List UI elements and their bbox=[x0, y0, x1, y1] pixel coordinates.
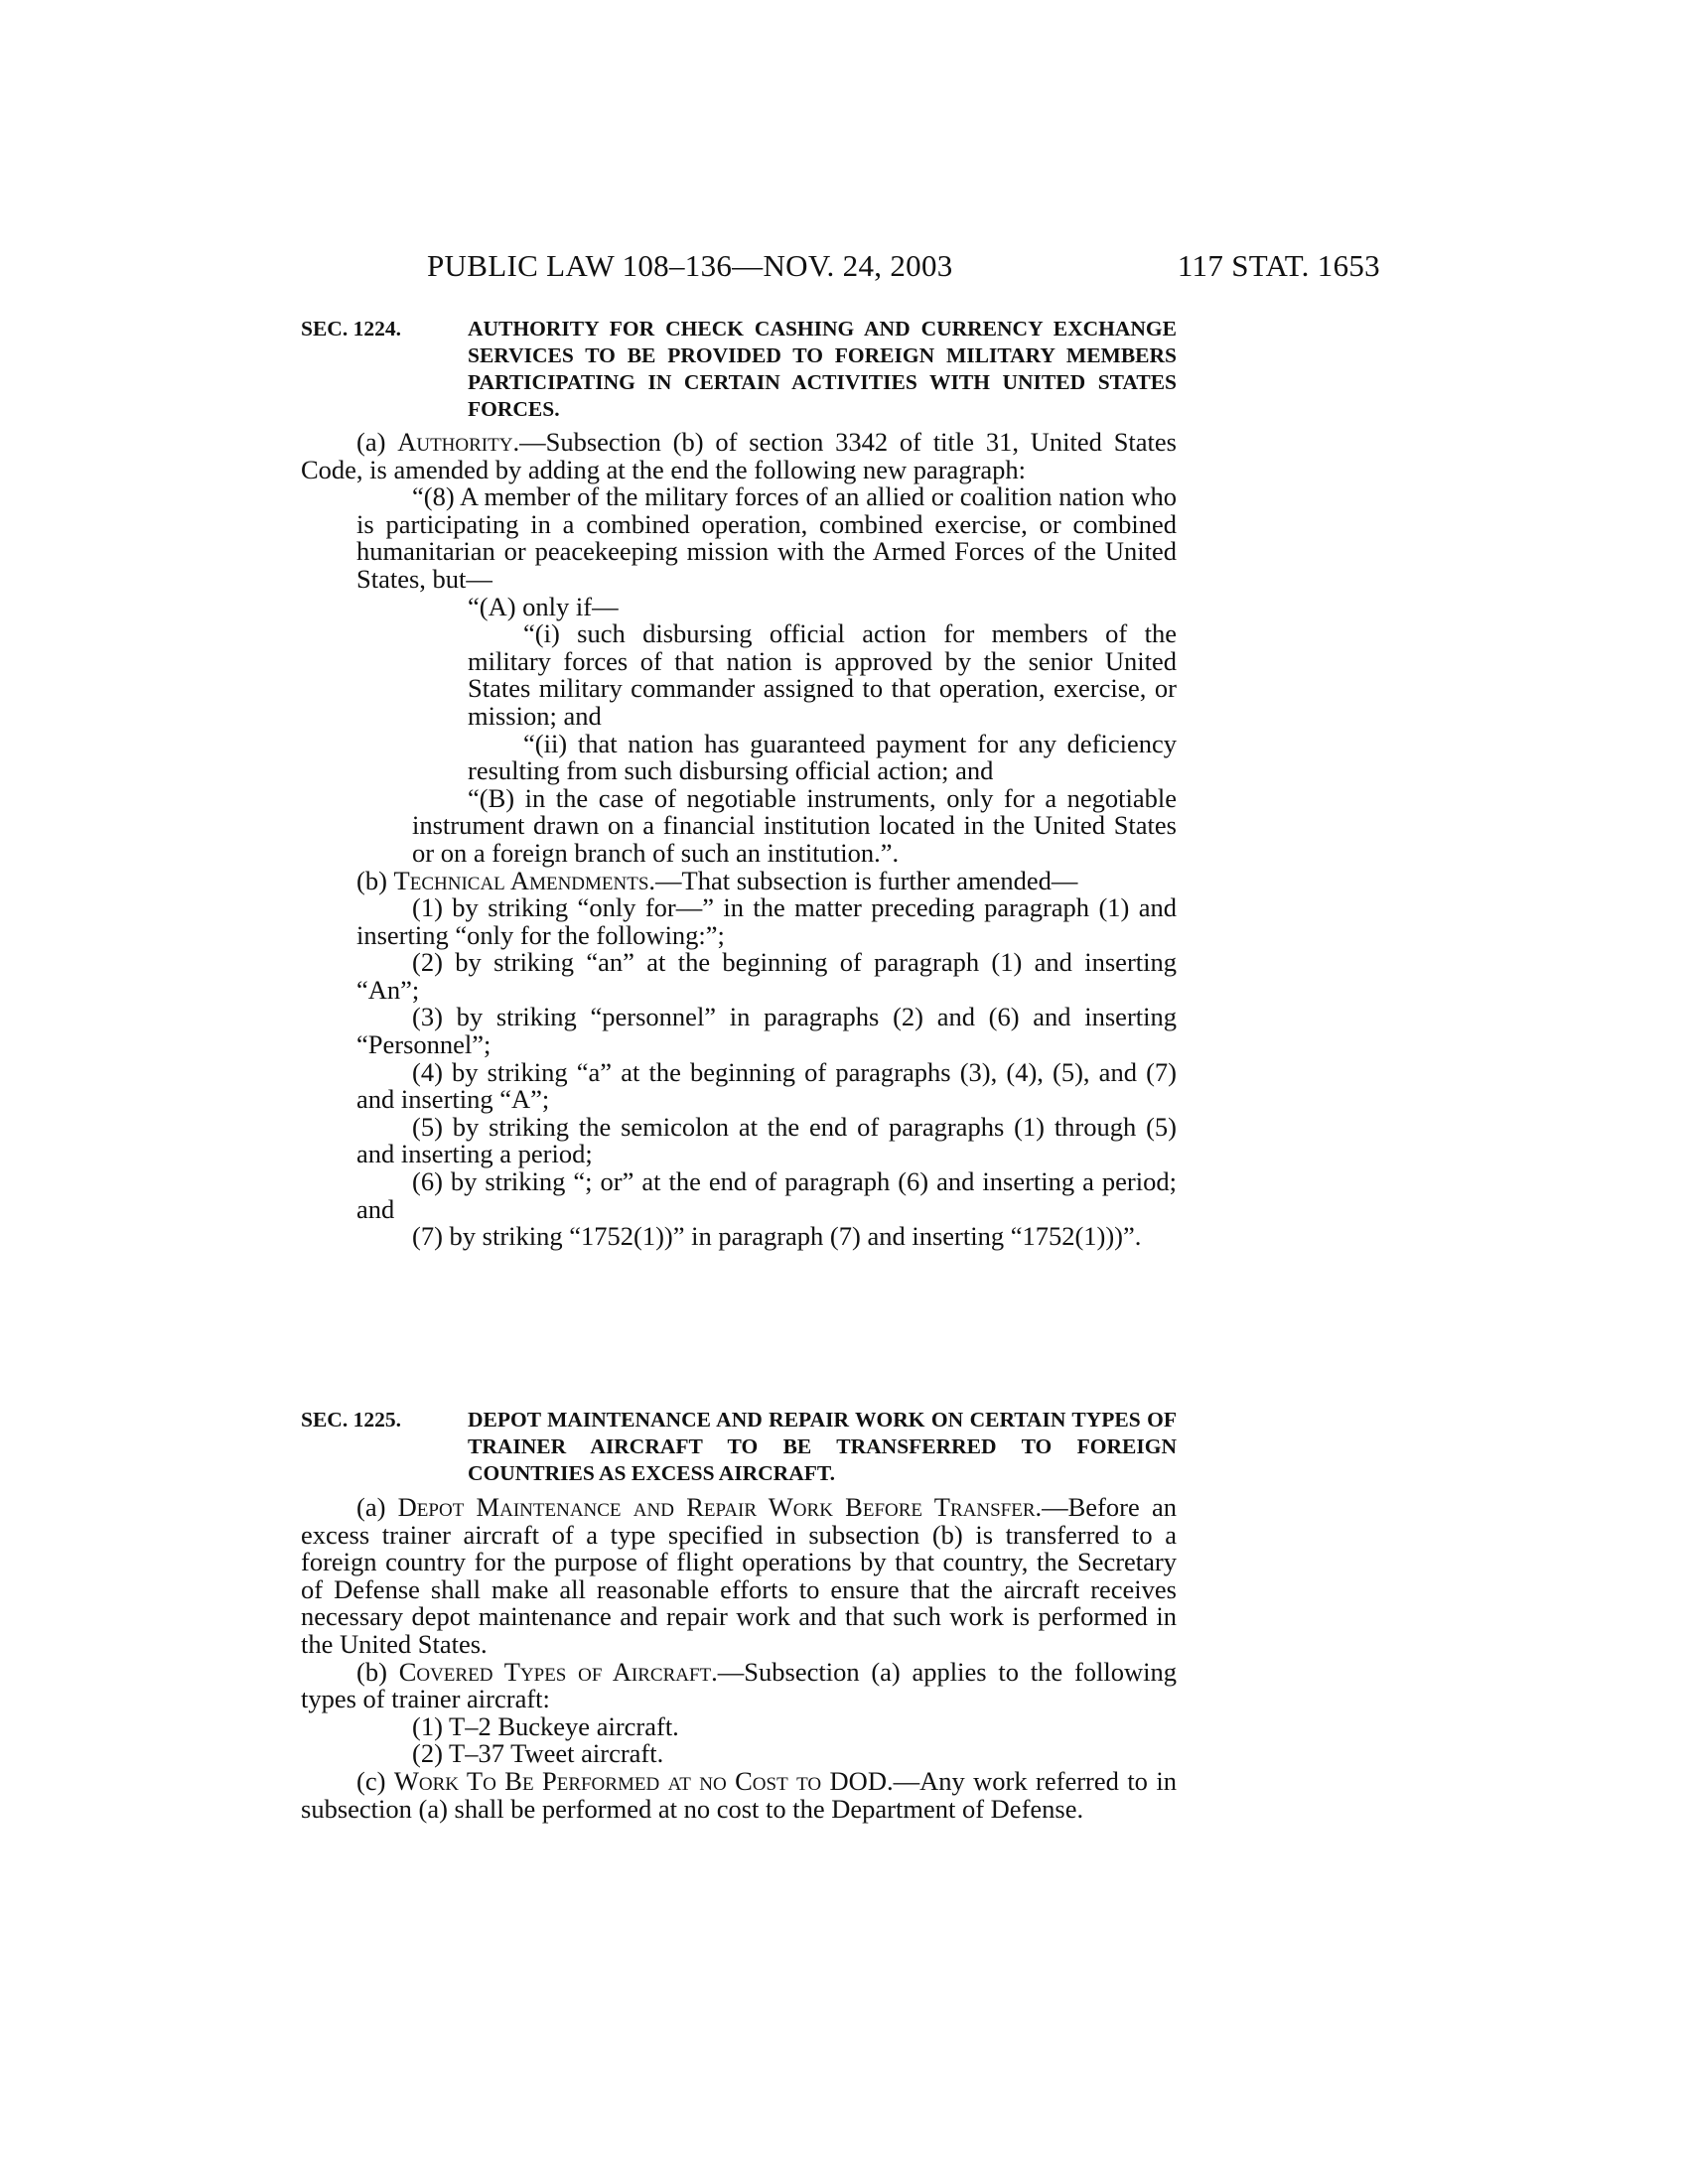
subsection-b: (b) Covered Types of Aircraft.—Subsection (a) applies to the following types of trainer aircraft: bbox=[301, 1656, 1177, 1714]
aircraft-type-item: (1) T–2 Buckeye aircraft. bbox=[412, 1710, 679, 1741]
amendment-item: (7) by striking “1752(1))” in paragraph (7) and inserting “1752(1)))”. bbox=[412, 1221, 1142, 1252]
subsection-heading: Authority bbox=[397, 427, 513, 457]
section-number: SEC. 1225. bbox=[301, 1408, 401, 1432]
page-header bbox=[298, 248, 1380, 288]
amendment-item: (1) by striking “only for—” in the matter preceding paragraph (1) and inserting “only for the following:”; bbox=[356, 892, 1177, 950]
statute-page-number: 117 STAT. 1653 bbox=[1177, 248, 1380, 283]
section-1224-body bbox=[301, 429, 1177, 1251]
subsection-b: (b) Technical Amendments.—That subsection is further amended— bbox=[356, 865, 1078, 895]
amendment-item: (6) by striking “; or” at the end of paragraph (6) and inserting a period; and bbox=[356, 1166, 1177, 1224]
subsection-c: (c) Work To Be Performed at no Cost to DOD.—Any work referred to in subsection (a) shall be performed at no cost to the Department of Defense. bbox=[301, 1765, 1177, 1824]
subsection-a: (a) Authority.—Subsection (b) of section 3342 of title 31, United States Code, is amended by adding at the end the following new paragraph: bbox=[301, 427, 1177, 484]
running-head-title: PUBLIC LAW 108–136—NOV. 24, 2003 bbox=[427, 248, 953, 283]
amendment-item: (2) by striking “an” at the beginning of paragraph (1) and inserting “An”; bbox=[356, 947, 1177, 1005]
section-1225-heading bbox=[301, 1407, 1177, 1487]
subsection-a: (a) Depot Maintenance and Repair Work Before Transfer.—Before an excess trainer aircraft of a type specified in subsection (b) is transferred to a foreign country for the purpose of flight operations by that country, the Secretary of Defense shall make all reasonable efforts to ensure that the aircraft receives necessary depot maintenance and repair work and that such work is performed in the United States. bbox=[301, 1492, 1177, 1659]
subsection-heading: Work To Be Performed at no Cost to DOD bbox=[393, 1765, 887, 1796]
clause-i: “(i) such disbursing official action for members of the military forces of that nation is approved by the senior United States military commander assigned to that operation, exercise, or mission; and bbox=[468, 618, 1177, 731]
amendment-item: (3) by striking “personnel” in paragraphs (2) and (6) and inserting “Personnel”; bbox=[356, 1002, 1177, 1060]
subsection-heading: Covered Types of Aircraft bbox=[398, 1656, 712, 1687]
section-title: DEPOT MAINTENANCE AND REPAIR WORK ON CERTAIN TYPES OF TRAINER AIRCRAFT TO BE TRANSFERRED TO FOREIGN COUNTRIES AS EXCESS AIRCRAFT. bbox=[468, 1408, 1177, 1485]
aircraft-type-item: (2) T–37 Tweet aircraft. bbox=[412, 1738, 664, 1769]
subparagraph-B: “(B) in the case of negotiable instruments, only for a negotiable instrument drawn on a financial institution located in the United States or on a foreign branch of such an institution.”. bbox=[412, 782, 1177, 868]
section-1224-heading bbox=[301, 316, 1177, 423]
new-paragraph-8: “(8) A member of the military forces of an allied or coalition nation who is participating in a combined operation, combined exercise, or combined humanitarian or peacekeeping mission with the Armed Forces of the United States, but— bbox=[356, 481, 1177, 594]
subparagraph-A: “(A) only if— bbox=[468, 591, 619, 621]
subsection-heading: Depot Maintenance and Repair Work Before Transfer bbox=[397, 1492, 1036, 1522]
amendment-item: (4) by striking “a” at the beginning of paragraphs (3), (4), (5), and (7) and inserting “A”; bbox=[356, 1056, 1177, 1115]
clause-ii: “(ii) that nation has guaranteed payment for any deficiency resulting from such disbursing official action; and bbox=[468, 728, 1177, 786]
section-1225-body bbox=[301, 1494, 1177, 1823]
amendment-item: (5) by striking the semicolon at the end of paragraphs (1) through (5) and inserting a period; bbox=[356, 1111, 1177, 1169]
section-title: AUTHORITY FOR CHECK CASHING AND CURRENCY EXCHANGE SERVICES TO BE PROVIDED TO FOREIGN MILITARY MEMBERS PARTICIPATING IN CERTAIN ACTIVITIES WITH UNITED STATES FORCES. bbox=[468, 317, 1177, 421]
section-number: SEC. 1224. bbox=[301, 317, 401, 341]
subsection-heading: Technical Amendments bbox=[393, 865, 649, 895]
